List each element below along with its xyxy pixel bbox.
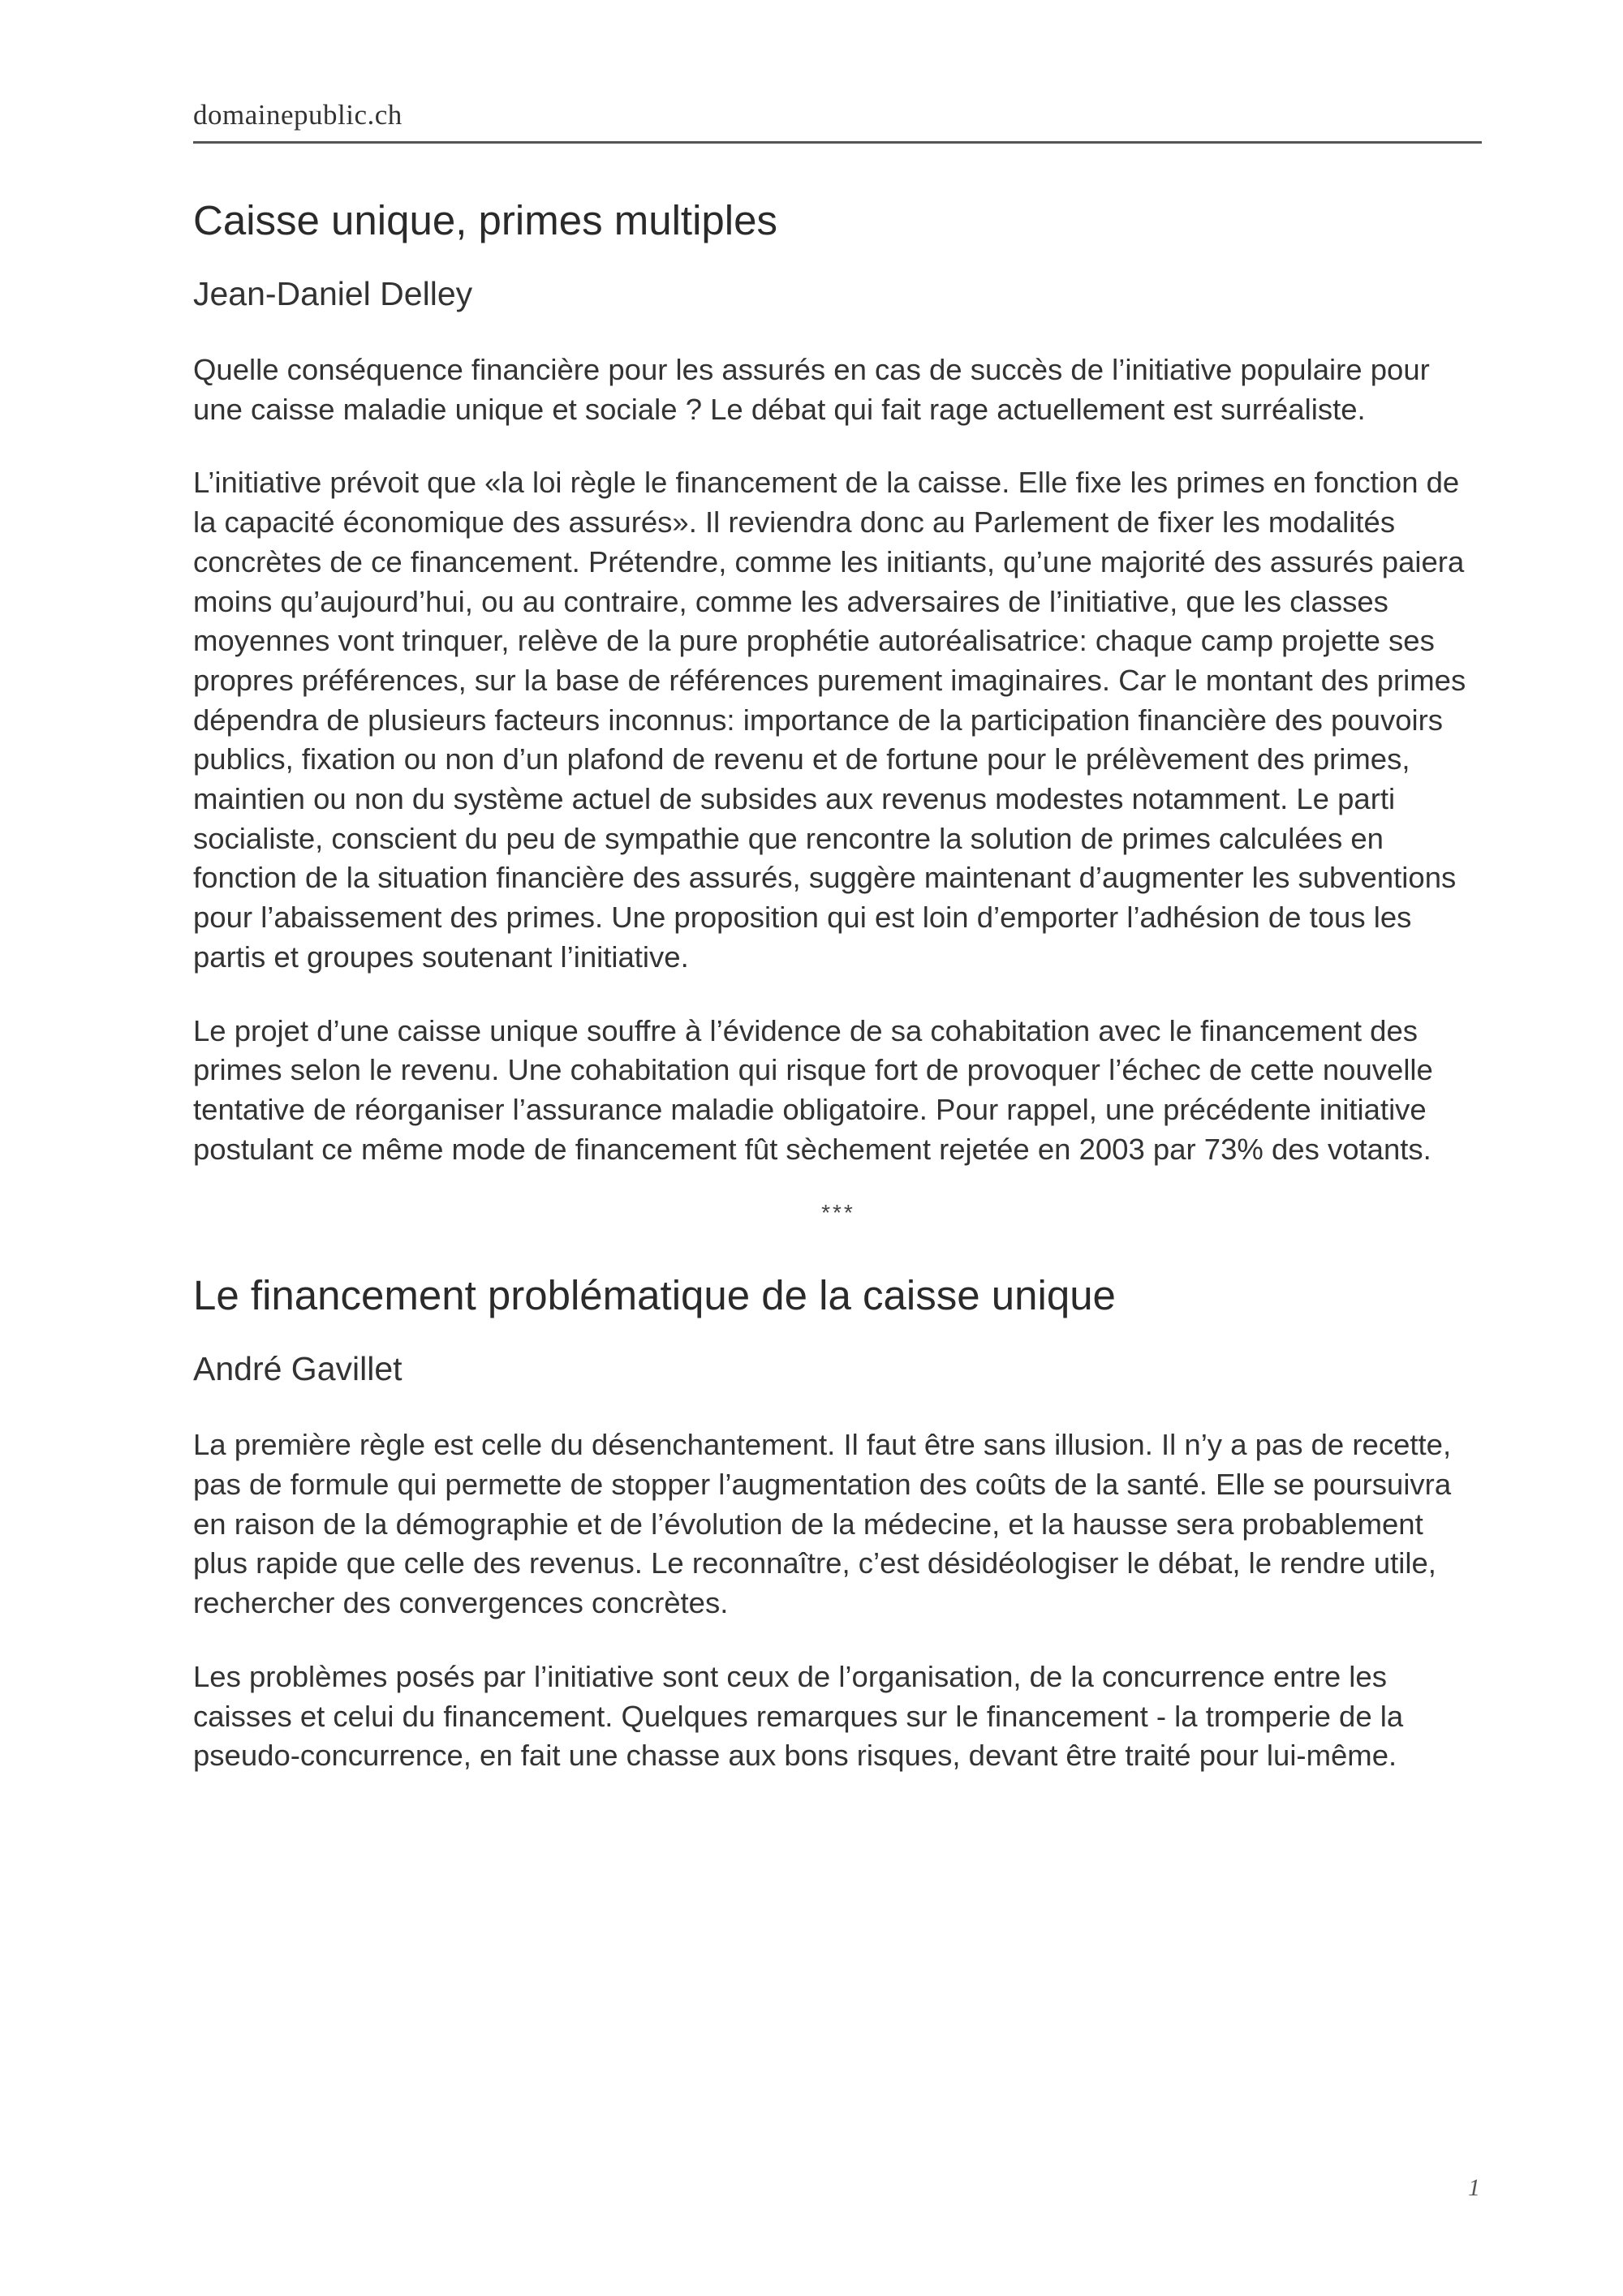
page-number: 1 bbox=[1468, 2174, 1480, 2201]
article-1-paragraph-3: Le projet d’une caisse unique souffre à l’évidence de sa cohabitation avec le financement des primes selon le revenu. Une cohabitation qui risque fort de provoquer l’échec de cette nouvelle tentative de réorganiser l’assurance maladie obligatoire. Pour rappel, une précédente initiative postulant ce même mode de financement fût sèchement rejetée en 2003 par 73% des votants. bbox=[193, 1013, 1433, 1166]
article-2-title: Le financement problématique de la caisse unique bbox=[193, 1272, 1116, 1319]
article-1-paragraph-2: L’initiative prévoit que «la loi règle le financement de la caisse. Elle fixe les primes en fonction de la capacité économique des assurés». Il reviendra donc au Parlement de fixer les modalités concrètes de ce financement. Prétendre, comme les initiants, qu’une majorité des assurés paiera moins qu’aujourd’hui, ou au contraire, comme les adversaires de l’initiative, que les classes moyennes vont trinquer, relève de la pure prophétie autoréalisatrice: chaque camp projette ses propres préférences, sur la base de références purement imaginaires. Car le montant des primes dépendra de plusieurs facteurs inconnus: importance de la participation financière des pouvoirs publics, fixation ou non d’un plafond de revenu et de fortune pour le prélèvement des primes, maintien ou non du système actuel de subsides aux revenus modestes notamment. Le parti socialiste, conscient du peu de sympathie que rencontre la solution de primes calculées en fonction de la situation financière des assurés, suggère maintenant d’augmenter les subventions pour l’abaissement des primes. Une proposition qui est loin d’emporter l’adhésion de tous les partis et groupes soutenant l’initiative. bbox=[193, 466, 1466, 974]
page-content bbox=[193, 188, 1483, 1776]
article-1 bbox=[193, 188, 1483, 1169]
article-1-author: Jean-Daniel Delley bbox=[193, 275, 473, 312]
page-header bbox=[193, 96, 1482, 144]
article-2-author: André Gavillet bbox=[193, 1350, 403, 1388]
article-2 bbox=[193, 1263, 1483, 1776]
article-1-paragraph-1: Quelle conséquence financière pour les assurés en cas de succès de l’initiative populaire pour une caisse maladie unique et sociale ? Le débat qui fait rage actuellement est surréaliste. bbox=[193, 353, 1430, 426]
article-2-paragraph-2: Les problèmes posés par l’initiative sont ceux de l’organisation, de la concurrence entre les caisses et celui du financement. Quelques remarques sur le financement - la tromperie de la pseudo-concurrence, en fait une chasse aux bons risques, devant être traité pour lui-même. bbox=[193, 1659, 1404, 1773]
article-1-title: Caisse unique, primes multiples bbox=[193, 197, 777, 243]
site-name: domainepublic.ch bbox=[193, 99, 403, 131]
article-2-paragraph-1: La première règle est celle du désenchantement. Il faut être sans illusion. Il n’y a pas de recette, pas de formule qui permette de stopper l’augmentation des coûts de la santé. Elle se poursuivra en raison de la démographie et de l’évolution de la médecine, et la hausse sera probablement plus rapide que celle des revenus. Le reconnaître, c’est désidéologiser le débat, le rendre utile, rechercher des convergences concrètes. bbox=[193, 1428, 1452, 1620]
article-separator: *** bbox=[821, 1200, 855, 1226]
